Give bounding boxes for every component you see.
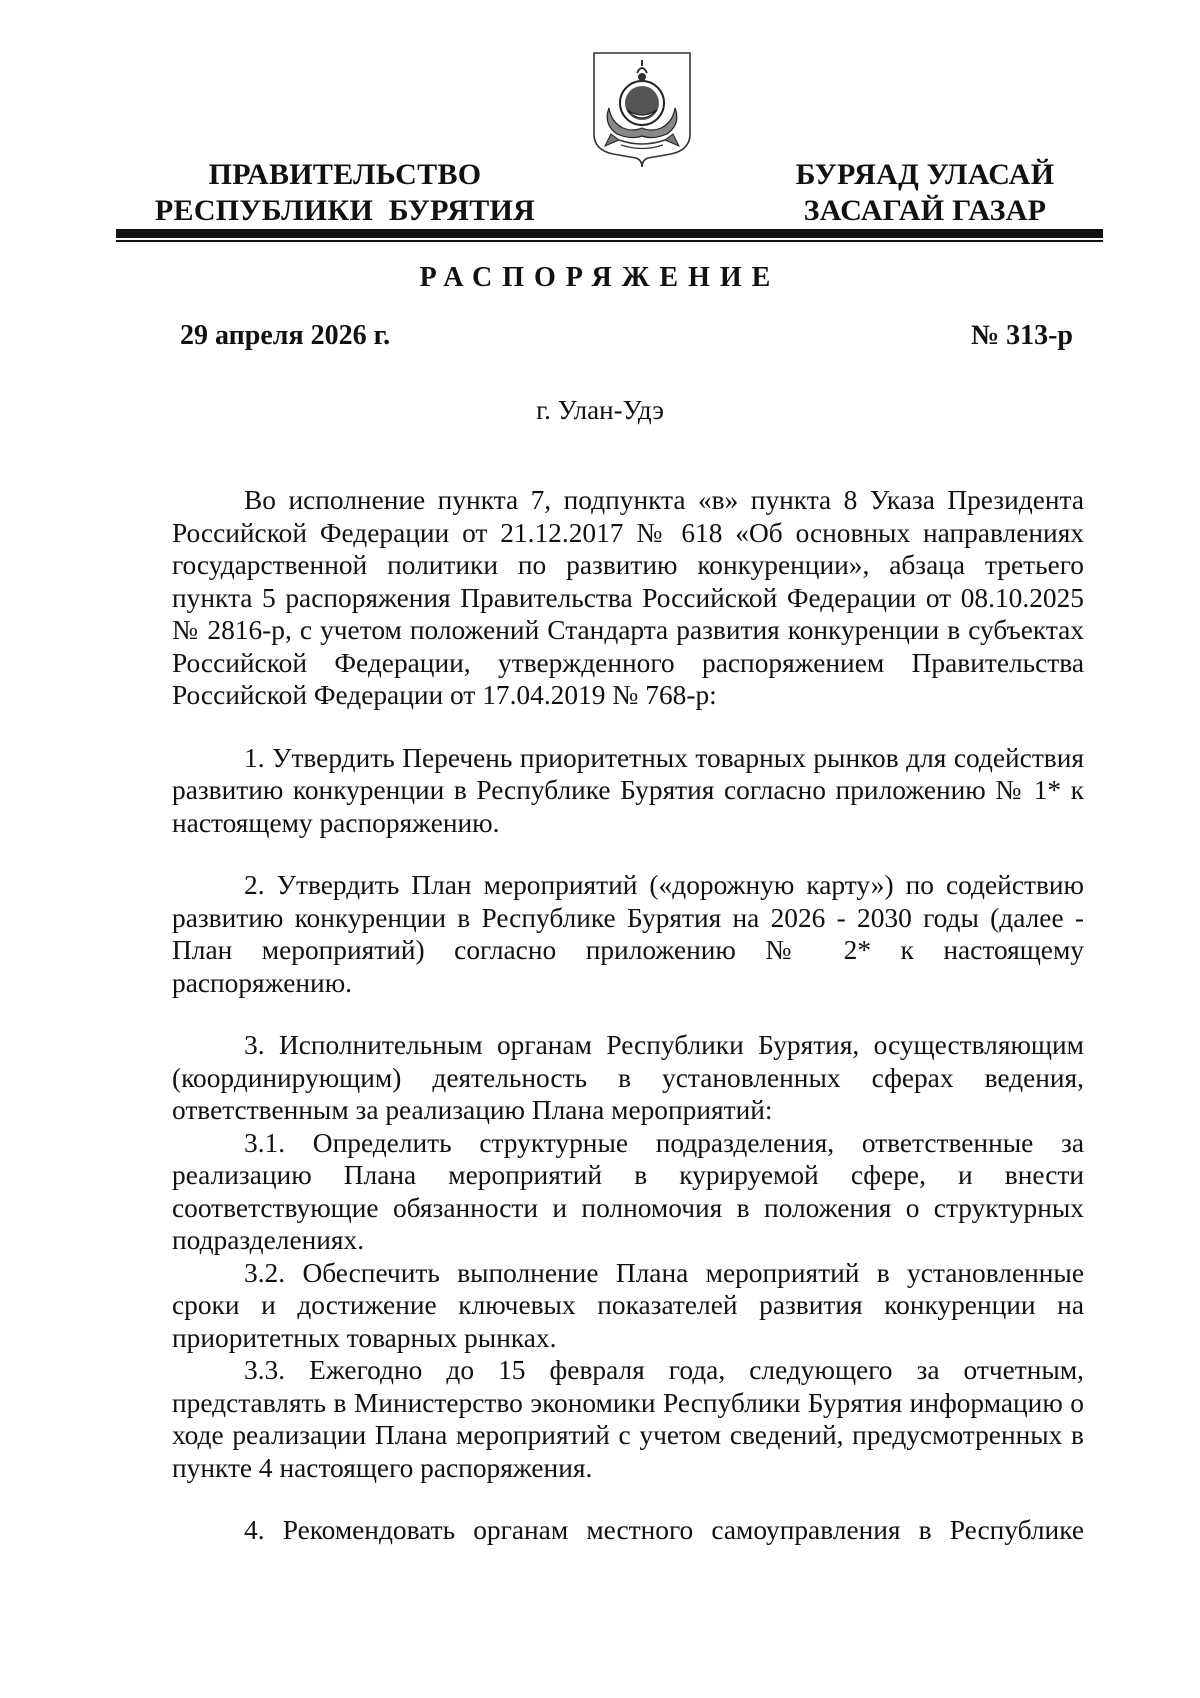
document-title: РАСПОРЯЖЕНИЕ: [419, 262, 781, 293]
clause-4: 4. Рекомендовать органам местного самоуправления в Республике: [244, 1515, 1084, 1545]
government-name-russian-line-1: ПРАВИТЕЛЬСТВО: [208, 158, 482, 191]
header-rule-thin: [116, 240, 1103, 242]
header-rule-thick: [116, 229, 1103, 238]
government-name-russian: [150, 157, 540, 229]
clause-3-3: 3.3. Ежегодно до 15 февраля года, следующего за отчетным, представлять в Министерство экономики Республики Бурятия информацию о ходе реализации Плана мероприятий с учетом сведений, предусмотренных в пункте 4 настоящего распоряжения.: [172, 1355, 1084, 1483]
clause-3-2: 3.2. Обеспечить выполнение Плана мероприятий в установленные сроки и достижение ключевых показателей развития конкуренции на приоритетных товарных рынках.: [172, 1257, 1084, 1353]
coat-of-arms-emblem: [591, 50, 693, 168]
preamble-paragraph: Во исполнение пункта 7, подпункта «в» пункта 8 Указа Президента Российской Федерации от 21.12.2017 № 618 «Об основных направлениях государственной политики по развитию конкуренции», абзаца третьего пункта 5 распоряжения Правительства Российской Федерации от 08.10.2025 № 2816-р, с учетом положений Стандарта развития конкуренции в субъектах Российской Федерации, утвержденного распоряжением Правительства Российской Федерации от 17.04.2019 № 768-р:: [172, 485, 1084, 710]
clause-2: 2. Утвердить План мероприятий («дорожную карту») по содействию развитию конкуренции в Республике Бурятия на 2026 - 2030 годы (далее - План мероприятий) согласно приложению № 2* к настоящему распоряжению.: [172, 870, 1084, 998]
government-name-buryat: [765, 157, 1085, 229]
clause-3-1: 3.1. Определить структурные подразделения, ответственные за реализацию Плана мероприятий в курируемой сфере, и внести соответствующие обязанности и полномочия в положения о структурных подразделениях.: [172, 1127, 1084, 1255]
clause-3: 3. Исполнительным органам Республики Бурятия, осуществляющим (координирующим) деятельность в установленных сферах ведения, ответственным за реализацию Плана мероприятий:: [172, 1030, 1084, 1125]
government-name-buryat-line-2: ЗАСАГАЙ ГАЗАР: [803, 194, 1047, 227]
document-city: г. Улан-Удэ: [536, 395, 664, 425]
document-number: № 313-р: [970, 320, 1073, 351]
government-name-buryat-line-1: БУРЯАД УЛАСАЙ: [795, 158, 1055, 191]
government-name-russian-line-2: РЕСПУБЛИКИ БУРЯТИЯ: [154, 194, 536, 227]
document-body: [172, 484, 1084, 1547]
document-date: 29 апреля 2026 г.: [180, 320, 391, 351]
clause-1: 1. Утвердить Перечень приоритетных товарных рынков для содействия развитию конкуренции в Республике Бурятия согласно приложению № 1* к настоящему распоряжению.: [172, 742, 1084, 838]
